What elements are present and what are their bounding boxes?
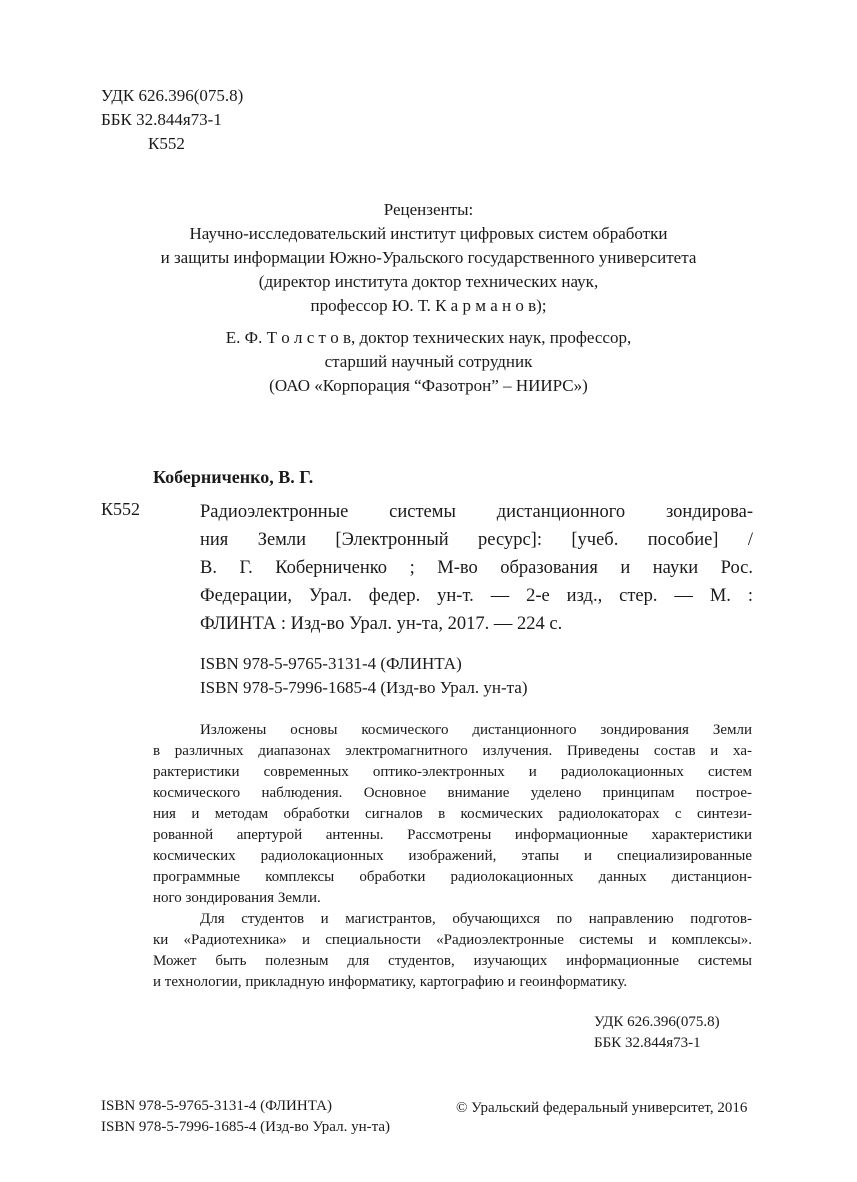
reviewer-line: (директор института доктор технических наук, — [258, 272, 599, 291]
isbn-line: ISBN 978-5-7996-1685-4 (Изд-во Урал. ун-та) — [101, 1119, 390, 1135]
record-isbn-block — [200, 652, 528, 700]
abstract-line: ния и методам обработки сигналов в космических радиолокаторах с синтези- — [153, 806, 752, 822]
abstract-line: ного зондирования Земли. — [153, 890, 321, 906]
footer-udk: УДК 626.396(075.8) — [594, 1014, 720, 1030]
reviewer-line: (ОАО «Корпорация “Фазотрон” – НИИРС») — [269, 376, 588, 395]
abstract-line: программные комплексы обработки радиолокационных данных дистанцион- — [153, 869, 752, 885]
udk-code: УДК 626.396(075.8) — [101, 86, 244, 105]
author-mark: К552 — [148, 134, 185, 153]
abstract-block — [153, 720, 752, 993]
isbn-line: ISBN 978-5-9765-3131-4 (ФЛИНТА) — [200, 654, 462, 673]
reviewers-block — [0, 198, 857, 398]
bibliographic-description — [200, 498, 753, 638]
reviewer-line: Научно-исследовательский институт цифровых систем обработки — [189, 224, 668, 243]
abstract-line: Изложены основы космического дистанционного зондирования Земли — [200, 722, 752, 738]
abstract-line: и технологии, прикладную информатику, картографию и геоинформатику. — [153, 974, 628, 990]
footer-classification — [594, 1012, 720, 1054]
description-line: Федерации, Урал. федер. ун-т. — 2-е изд., стер. — М. : — [200, 586, 753, 606]
isbn-line: ISBN 978-5-9765-3131-4 (ФЛИНТА) — [101, 1098, 332, 1114]
abstract-line: космических радиолокационных изображений, этапы и специализированные — [153, 848, 752, 864]
description-line: ФЛИНТА : Изд-во Урал. ун-та, 2017. — 224 с. — [200, 614, 563, 634]
abstract-line: ки «Радиотехника» и специальности «Радиоэлектронные системы и комплексы». — [153, 932, 752, 948]
footer-bbk: ББК 32.844я73-1 — [594, 1035, 701, 1051]
reviewers-gap — [0, 318, 857, 326]
abstract-line: космического наблюдения. Основное внимание уделено принципам построе- — [153, 785, 752, 801]
reviewer-line: профессор Ю. Т. К а р м а н о в); — [310, 296, 547, 315]
classification-block — [101, 84, 243, 156]
reviewer-line: Е. Ф. Т о л с т о в, доктор технических наук, профессор, — [225, 328, 632, 347]
description-line: ния Земли [Электронный ресурс]: [учеб. пособие] / — [200, 530, 753, 550]
abstract-line: Может быть полезным для студентов, изучающих информационные системы — [153, 953, 752, 969]
abstract-line: рованной апертурой антенны. Рассмотрены информационные характеристики — [153, 827, 752, 843]
record-author: Коберниченко, В. Г. — [153, 467, 314, 487]
description-line: В. Г. Коберниченко ; М-во образования и науки Рос. — [200, 558, 753, 578]
copyright-notice: © Уральский федеральный университет, 2016 — [456, 1100, 748, 1116]
reviewer-line: и защиты информации Южно-Уральского государственного университета — [160, 248, 697, 267]
abstract-line: Для студентов и магистрантов, обучающихся по направлению подготов- — [200, 911, 752, 927]
footer-isbn-block — [101, 1096, 390, 1138]
isbn-line: ISBN 978-5-7996-1685-4 (Изд-во Урал. ун-та) — [200, 678, 528, 697]
reviewers-heading: Рецензенты: — [383, 200, 474, 219]
description-line: Радиоэлектронные системы дистанционного зондирова- — [200, 502, 753, 522]
reviewer-line: старший научный сотрудник — [324, 352, 533, 371]
abstract-line: рактеристики современных оптико-электронных и радиолокационных систем — [153, 764, 752, 780]
bbk-code: ББК 32.844я73-1 — [101, 110, 222, 129]
record-code: К552 — [101, 499, 141, 519]
abstract-line: в различных диапазонах электромагнитного излучения. Приведены состав и ха- — [153, 743, 752, 759]
